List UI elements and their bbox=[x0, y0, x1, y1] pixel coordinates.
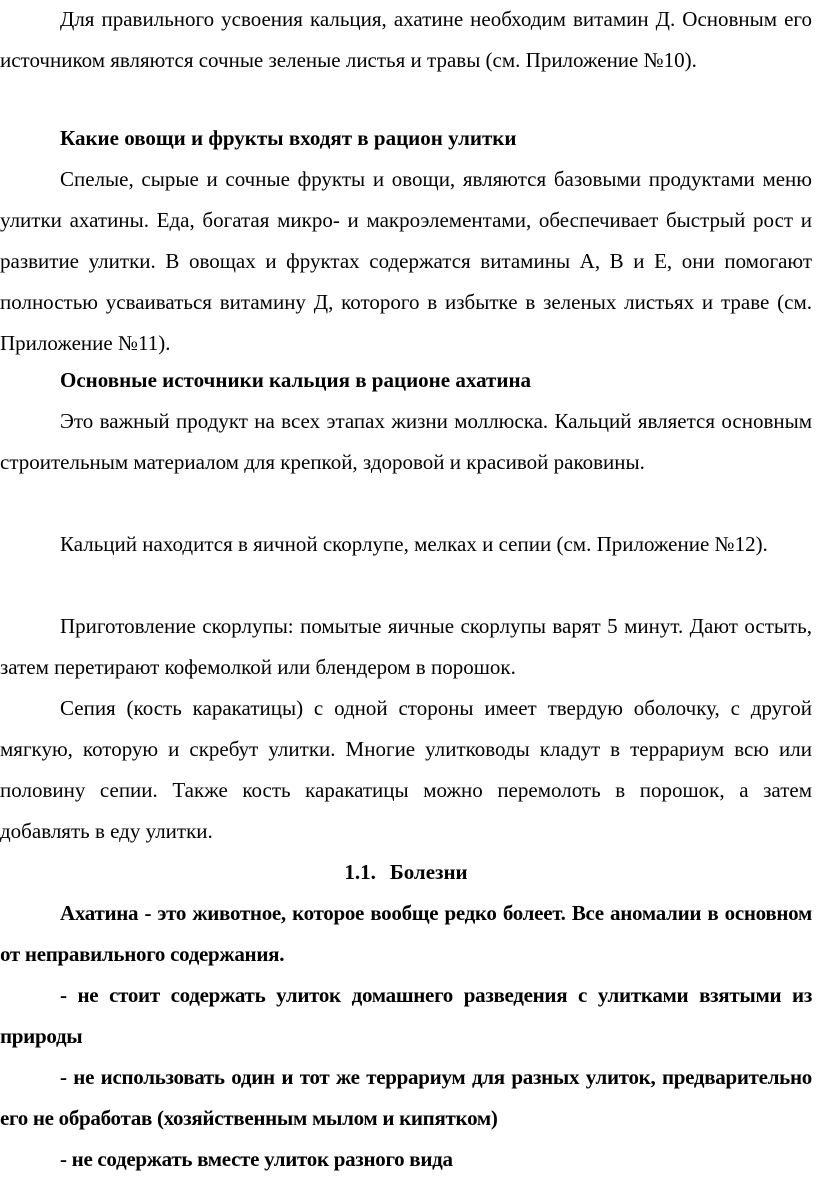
section-heading-diseases bbox=[0, 852, 812, 893]
section-title: Болезни bbox=[389, 860, 468, 884]
paragraph-fruits-vegetables: Спелые, сырые и сочные фрукты и овощи, являются базовыми продуктами меню улитки ахатины. Еда, богатая микро- и макроэлементами, обеспечивает быстрый рост и развитие улитки. В овощах и фруктах содержатся витамины А, В и Е, они помогают полностью усваиваться витамину Д, которого в избытке в зеленых листьях и траве (см. Приложение №11). bbox=[0, 167, 812, 355]
paragraph-calcium-location: Кальций находится в яичной скорлупе, мелках и сепии (см. Приложение №12). bbox=[60, 532, 768, 556]
paragraph-achatina-rarely-ill: Ахатина - это животное, которое вообще редко болеет. Все аномалии в основном от неправильного содержания. bbox=[0, 901, 812, 966]
rule-item-species: - не содержать вместе улиток разного вида bbox=[60, 1147, 453, 1171]
paragraph-calcium-importance: Это важный продукт на всех этапах жизни моллюска. Кальций является основным строительным материалом для крепкой, здоровой и красивой раковины. bbox=[0, 409, 812, 474]
rule-item-terrarium: - не использовать один и тот же террариум для разных улиток, предварительно его не обработав (хозяйственным мылом и кипятком) bbox=[0, 1065, 812, 1130]
heading-calcium-sources: Основные источники кальция в рационе ахатина bbox=[60, 368, 532, 392]
paragraph-shell-preparation: Приготовление скорлупы: помытые яичные скорлупы варят 5 минут. Дают остыть, затем перетирают кофемолкой или блендером в порошок. bbox=[0, 614, 812, 679]
paragraph-sepia: Сепия (кость каракатицы) с одной стороны имеет твердую оболочку, с другой мягкую, которую и скребут улитки. Многие улитководы кладут в террариум всю или половину сепии. Также кость каракатицы можно перемолоть в порошок, а затем добавлять в еду улитки. bbox=[0, 696, 812, 843]
rule-item-wild-snails: - не стоит содержать улиток домашнего разведения с улитками взятыми из природы bbox=[0, 983, 812, 1048]
heading-vegetables-fruits: Какие овощи и фрукты входят в рацион улитки bbox=[60, 126, 517, 150]
section-number: 1.1. bbox=[344, 860, 376, 884]
paragraph-vitamin-d: Для правильного усвоения кальция, ахатине необходим витамин Д. Основным его источником являются сочные зеленые листья и травы (см. Приложение №10). bbox=[0, 7, 812, 72]
